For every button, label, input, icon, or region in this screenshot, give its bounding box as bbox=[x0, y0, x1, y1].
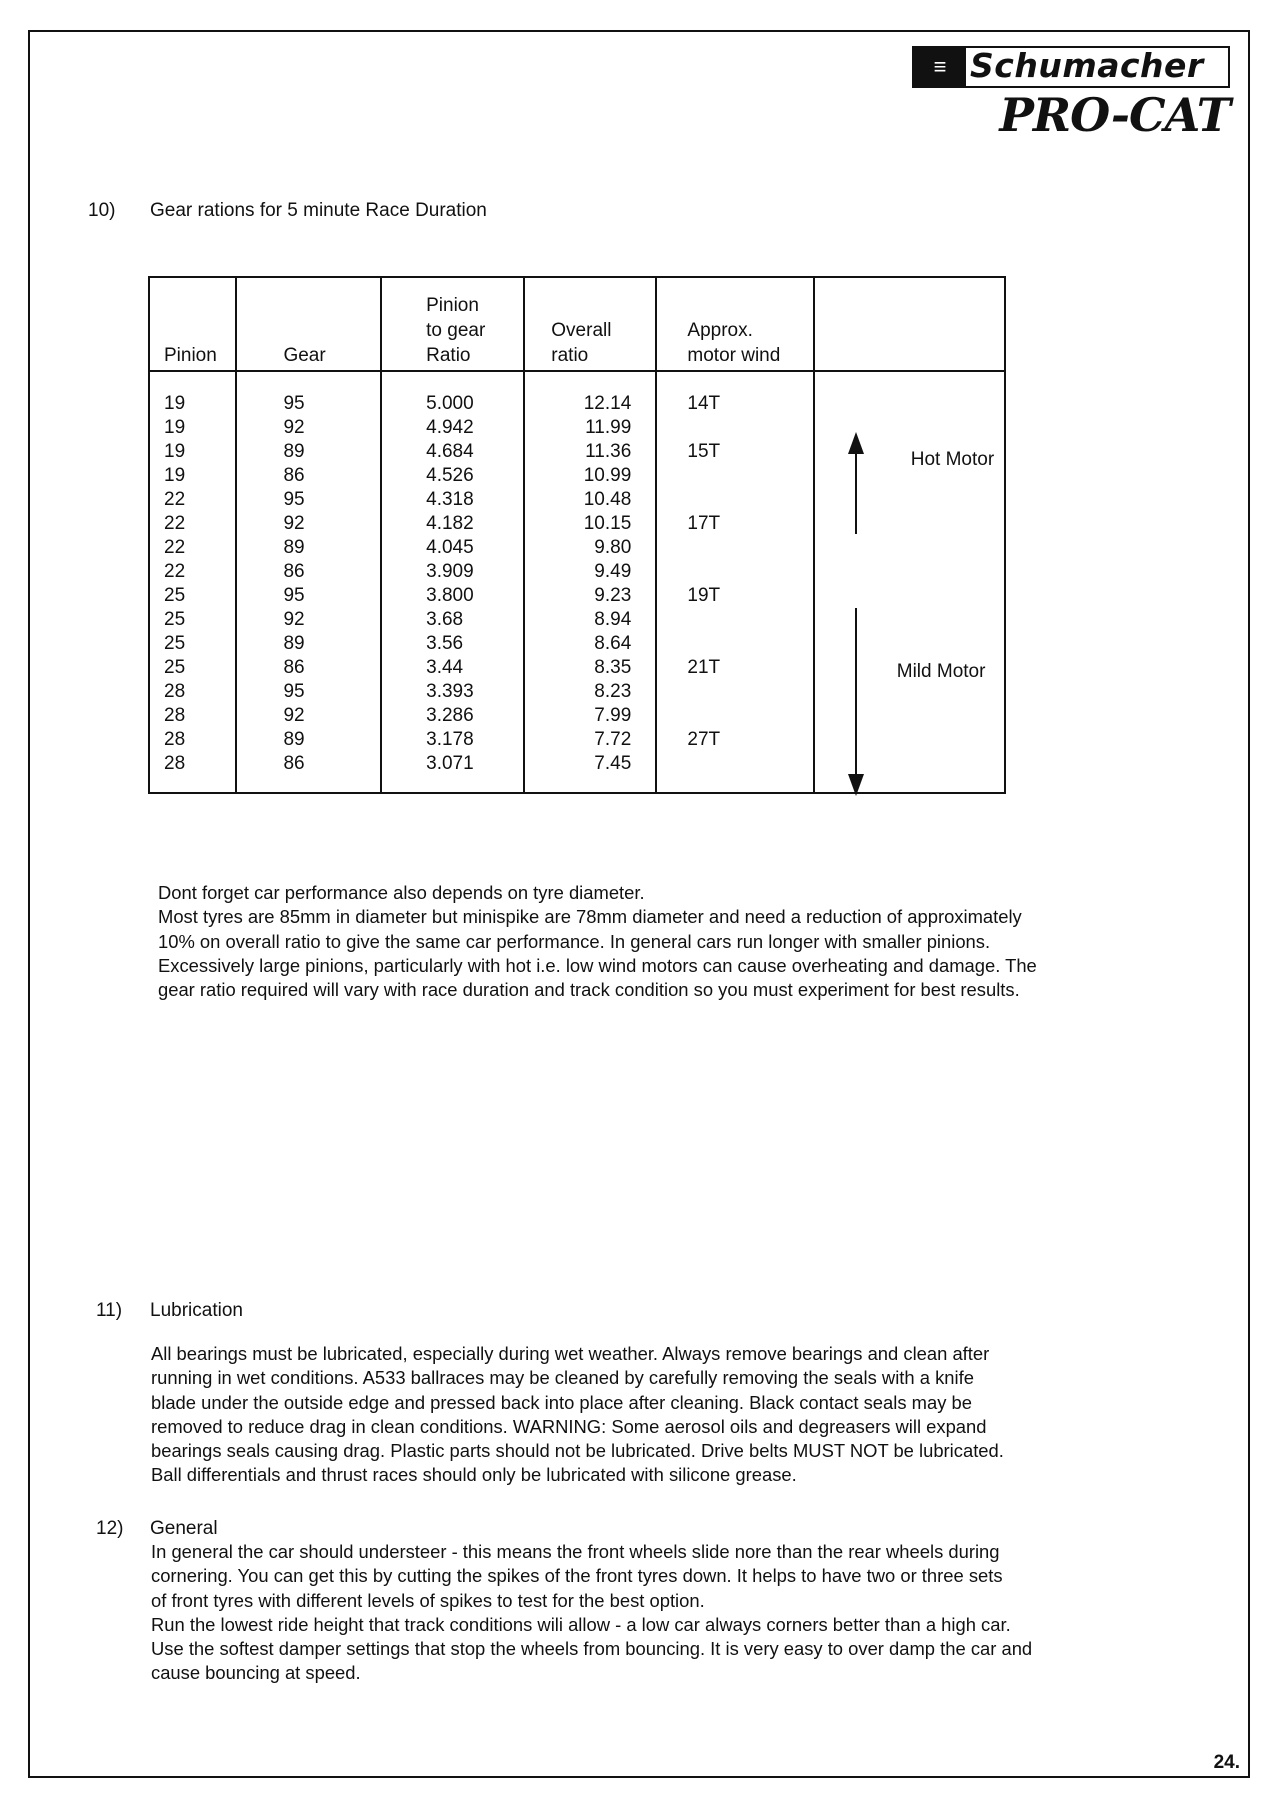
table-cell bbox=[687, 632, 812, 656]
table-cell: 3.909 bbox=[426, 561, 474, 582]
table-cell: 95 bbox=[283, 393, 305, 414]
arrow-up-icon bbox=[848, 432, 864, 454]
table-cell: 86 bbox=[283, 561, 305, 582]
table-cell: 7.72 bbox=[594, 729, 632, 750]
general-line: of front tyres with different levels of spikes to test for the best option. bbox=[151, 1589, 705, 1611]
lubrication-line: bearings seals causing drag. Plastic parts should not be lubricated. Drive belts MUST NOT be lubricated. bbox=[151, 1440, 1004, 1462]
section-12-number: 12) bbox=[96, 1518, 124, 1539]
table-cell: 10.15 bbox=[583, 513, 632, 534]
header-motor-wind: Approx. motor wind bbox=[656, 277, 813, 371]
table-cell: 8.94 bbox=[594, 609, 632, 630]
arrow-line-top bbox=[855, 452, 857, 534]
table-cell: 10.48 bbox=[583, 489, 632, 510]
note-line: Dont forget car performance also depends on tyre diameter. bbox=[158, 882, 645, 903]
table-cell: 19 bbox=[164, 465, 186, 486]
table-cell: 9.80 bbox=[594, 537, 632, 558]
table-cell: 28 bbox=[164, 705, 186, 726]
hot-motor-label: Hot Motor bbox=[910, 449, 995, 470]
table-cell: 89 bbox=[283, 633, 305, 654]
general-line: cause bouncing at speed. bbox=[151, 1662, 361, 1684]
logo-product: PRO-CAT bbox=[999, 88, 1230, 142]
header-overall-ratio: Overall ratio bbox=[524, 277, 656, 371]
general-text bbox=[151, 1540, 1032, 1686]
table-cell: 8.23 bbox=[594, 681, 632, 702]
table-cell bbox=[687, 608, 812, 632]
logo-brand: Schumacher bbox=[970, 46, 1204, 85]
lubrication-text bbox=[151, 1342, 1004, 1488]
table-cell: 10.99 bbox=[583, 465, 632, 486]
header-motor-type bbox=[814, 277, 1005, 371]
table-cell: 4.942 bbox=[426, 417, 474, 438]
table-cell: 3.44 bbox=[426, 657, 464, 678]
gear-column bbox=[236, 371, 381, 793]
table-cell bbox=[687, 680, 812, 704]
table-cell: 3.68 bbox=[426, 609, 464, 630]
table-cell: 95 bbox=[283, 681, 305, 702]
lubrication-line: running in wet conditions. A533 ballraces may be cleaned by carefully removing the seals with a knife bbox=[151, 1367, 974, 1389]
table-cell: 3.56 bbox=[426, 633, 464, 654]
table-cell: 3.286 bbox=[426, 705, 474, 726]
table-cell: 11.99 bbox=[585, 417, 632, 438]
table-cell: 14T bbox=[687, 393, 721, 414]
table-cell: 11.36 bbox=[585, 441, 632, 462]
table-cell: 5.000 bbox=[426, 393, 474, 414]
table-cell: 86 bbox=[283, 753, 305, 774]
arrow-down-icon bbox=[848, 774, 864, 796]
lubrication-line: blade under the outside edge and pressed back into place after cleaning. Black contact seals may be bbox=[151, 1391, 972, 1413]
table-cell: 25 bbox=[164, 609, 186, 630]
table-cell: 92 bbox=[283, 705, 305, 726]
table-cell: 4.045 bbox=[426, 537, 474, 558]
note-line: Excessively large pinions, particularly with hot i.e. low wind motors can cause overheating and damage. The bbox=[158, 954, 1037, 976]
pinion-gear-ratio-column bbox=[381, 371, 524, 793]
section-11-title: Lubrication bbox=[150, 1300, 243, 1321]
table-cell: 19 bbox=[164, 441, 186, 462]
table-cell: 22 bbox=[164, 537, 186, 558]
table-cell bbox=[687, 488, 812, 512]
logo bbox=[912, 46, 1230, 140]
table-cell bbox=[687, 536, 812, 560]
table-cell: 86 bbox=[283, 657, 305, 678]
table-cell: 22 bbox=[164, 489, 186, 510]
general-line: Run the lowest ride height that track conditions wili allow - a low car always corners better than a high car. bbox=[151, 1613, 1011, 1635]
table-cell: 25 bbox=[164, 585, 186, 606]
table-cell: 92 bbox=[283, 417, 305, 438]
table-cell bbox=[687, 704, 812, 728]
table-cell: 4.684 bbox=[426, 441, 474, 462]
lubrication-line: Ball differentials and thrust races should only be lubricated with silicone grease. bbox=[151, 1464, 797, 1486]
table-cell bbox=[687, 752, 812, 776]
note-line: 10% on overall ratio to give the same car performance. In general cars run longer with smaller pinions. bbox=[158, 930, 991, 952]
table-cell: 8.64 bbox=[594, 633, 632, 654]
table-cell: 86 bbox=[283, 465, 305, 486]
overall-ratio-column bbox=[524, 371, 656, 793]
general-line: Use the softest damper settings that stop the wheels from bouncing. It is very easy to over damp the car and bbox=[151, 1638, 1033, 1660]
general-line: cornering. You can get this by cutting the spikes of the front tyres down. It helps to have two or three sets bbox=[151, 1565, 1003, 1587]
pinion-column bbox=[149, 371, 236, 793]
table-cell: 95 bbox=[283, 585, 305, 606]
table-cell: 17T bbox=[687, 513, 721, 534]
table-cell: 28 bbox=[164, 729, 186, 750]
table-cell: 92 bbox=[283, 609, 305, 630]
header-pinion: Pinion bbox=[149, 277, 236, 371]
lubrication-line: removed to reduce drag in clean conditions. WARNING: Some aerosol oils and degreasers will expand bbox=[151, 1415, 987, 1437]
lubrication-line: All bearings must be lubricated, especially during wet weather. Always remove bearings and clean after bbox=[151, 1343, 990, 1364]
header-pinion-gear-ratio: Pinion to gear Ratio bbox=[381, 277, 524, 371]
table-cell: 3.071 bbox=[426, 753, 474, 774]
table-cell bbox=[687, 464, 812, 488]
table-cell: 25 bbox=[164, 657, 186, 678]
table-cell: 8.35 bbox=[594, 657, 632, 678]
table-cell: 3.393 bbox=[426, 681, 474, 702]
table-cell: 28 bbox=[164, 681, 186, 702]
table-cell: 19 bbox=[164, 393, 186, 414]
table-cell: 22 bbox=[164, 513, 186, 534]
table-cell: 89 bbox=[283, 729, 305, 750]
table-cell: 89 bbox=[283, 441, 305, 462]
arrow-line-bottom bbox=[855, 608, 857, 776]
section-10-number: 10) bbox=[88, 200, 116, 221]
page-number: 24. bbox=[1213, 1752, 1240, 1773]
table-cell: 28 bbox=[164, 753, 186, 774]
table-cell: 27T bbox=[687, 729, 721, 750]
table-cell: 15T bbox=[687, 441, 721, 462]
table-cell: 9.49 bbox=[594, 561, 632, 582]
table-cell: 92 bbox=[283, 513, 305, 534]
table-cell: 19 bbox=[164, 417, 186, 438]
mild-motor-label: Mild Motor bbox=[896, 661, 986, 682]
motor-wind-column bbox=[656, 371, 813, 793]
table-cell: 3.178 bbox=[426, 729, 474, 750]
table-cell: 9.23 bbox=[594, 585, 632, 606]
table-cell: 4.182 bbox=[426, 513, 474, 534]
note-line: gear ratio required will vary with race duration and track condition so you must experiment for best results. bbox=[158, 979, 1020, 1001]
table-cell: 19T bbox=[687, 585, 721, 606]
motor-type-column bbox=[814, 371, 1005, 793]
section-12-title: General bbox=[150, 1518, 218, 1539]
tyre-notes bbox=[158, 881, 1037, 1002]
header-gear: Gear bbox=[236, 277, 381, 371]
table-cell: 95 bbox=[283, 489, 305, 510]
section-10-title: Gear rations for 5 minute Race Duration bbox=[150, 200, 487, 221]
general-line: In general the car should understeer - this means the front wheels slide nore than the rear wheels during bbox=[151, 1541, 1000, 1562]
flag-icon: ≡ bbox=[914, 48, 966, 86]
table-cell: 22 bbox=[164, 561, 186, 582]
table-cell: 4.526 bbox=[426, 465, 474, 486]
table-cell: 21T bbox=[687, 657, 721, 678]
table-cell bbox=[687, 560, 812, 584]
table-cell: 4.318 bbox=[426, 489, 474, 510]
table-cell: 3.800 bbox=[426, 585, 474, 606]
table-cell: 25 bbox=[164, 633, 186, 654]
gear-ratio-table bbox=[148, 276, 1006, 794]
note-line: Most tyres are 85mm in diameter but minispike are 78mm diameter and need a reduction of approximately bbox=[158, 906, 1022, 928]
table-cell: 12.14 bbox=[583, 393, 632, 414]
table-cell: 7.99 bbox=[594, 705, 632, 726]
table-cell bbox=[687, 416, 812, 440]
schumacher-logo bbox=[912, 46, 1230, 88]
table-cell: 7.45 bbox=[594, 753, 632, 774]
table-cell: 89 bbox=[283, 537, 305, 558]
section-11-number: 11) bbox=[96, 1300, 123, 1321]
